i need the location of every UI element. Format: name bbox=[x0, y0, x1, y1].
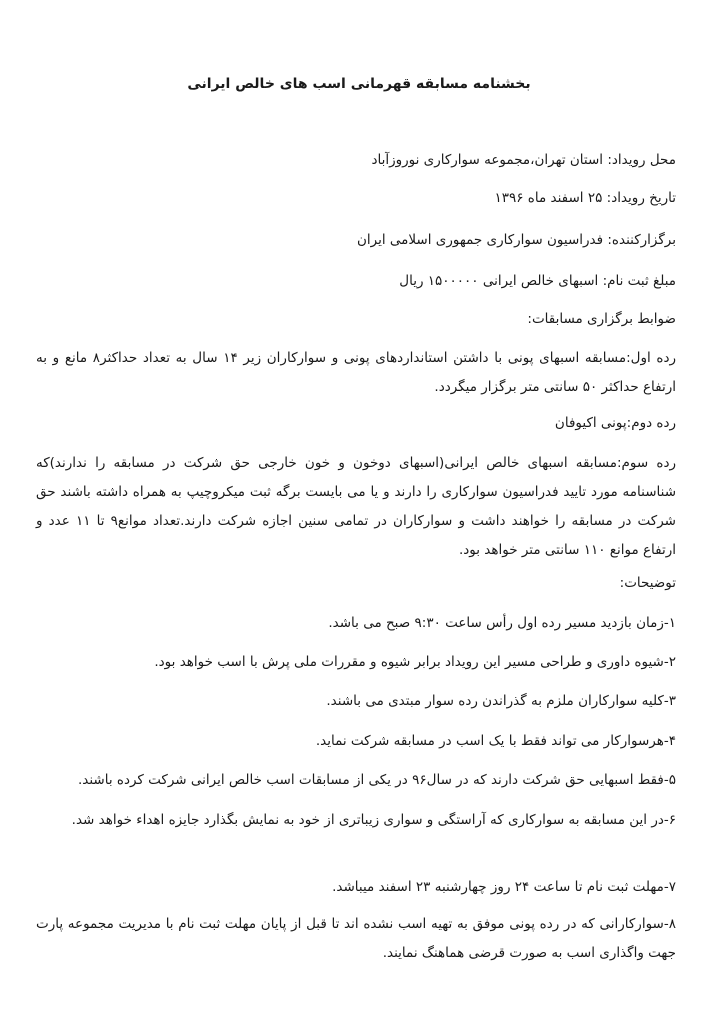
rule-class-1: رده اول:مسابقه اسبهای پونی با داشتن استانداردهای پونی و سوارکاران زیر ۱۴ سال به تعداد حداکثر۸ مانع و به ارتفاع حداکثر ۵۰ سانتی متر برگزار میگردد. bbox=[36, 350, 676, 395]
note-item-7: ۷-مهلت ثبت نام تا ساعت ۲۴ روز چهارشنبه ۲۳ اسفند میباشد. bbox=[332, 879, 676, 895]
rule-class-2: رده دوم:پونی اکیوفان bbox=[554, 415, 676, 431]
date-line: تاریخ رویداد: ۲۵ اسفند ماه ۱۳۹۶ bbox=[494, 190, 676, 206]
note-item-4: ۴-هرسوارکار می تواند فقط با یک اسب در مسابقه شرکت نماید. bbox=[315, 733, 676, 749]
fee-line: مبلغ ثبت نام: اسبهای خالص ایرانی ۱۵۰۰۰۰۰ ریال bbox=[399, 273, 676, 289]
note-item-6: ۶-در این مسابقه به سوارکاری که آراستگی و سواری زیباتری از خود به نمایش بگذارد جایزه اهداء خواهد شد. bbox=[71, 812, 676, 828]
notes-heading: توضیحات: bbox=[619, 575, 676, 591]
note-item-2: ۲-شیوه داوری و طراحی مسیر این رویداد برابر شیوه و مقررات ملی پرش با اسب خواهد بود. bbox=[154, 654, 676, 670]
document-title: بخشنامه مسابقه قهرمانی اسب های خالص ایرانی bbox=[187, 76, 531, 92]
note-item-1: ۱-زمان بازدید مسیر رده اول رأس ساعت ۹:۳۰ صبح می باشد. bbox=[328, 615, 676, 631]
organizer-line: برگزارکننده: فدراسیون سوارکاری جمهوری اسلامی ایران bbox=[356, 232, 676, 248]
venue-line: محل رویداد: استان تهران،مجموعه سوارکاری نوروزآباد bbox=[371, 152, 676, 168]
rule-class-3: رده سوم:مسابقه اسبهای خالص ایرانی(اسبهای دوخون و خون خارجی حق شرکت در مسابقه را ندارند)که شناسنامه مورد تایید فدراسیون سوارکاری را دارند و یا می بایست برگه ثبت میکروچیپ به همراه داشته باشند حق شرکت در مسابقه را خواهند داشت و سوارکاران در تمامی سنین اجازه شرکت دارند.تعداد موانع۹ تا ۱۱ عدد و ارتفاع موانع ۱۱۰ سانتی متر خواهد بود. bbox=[36, 455, 676, 558]
rules-heading: ضوابط برگزاری مسابقات: bbox=[527, 311, 676, 327]
note-item-3: ۳-کلیه سوارکاران ملزم به گذراندن رده سوار مبتدی می باشند. bbox=[326, 693, 676, 709]
note-item-5: ۵-فقط اسبهایی حق شرکت دارند که در سال۹۶ در یکی از مسابقات اسب خالص ایرانی شرکت کرده باشند. bbox=[77, 772, 676, 788]
note-item-8: ۸-سوارکارانی که در رده پونی موفق به تهیه اسب نشده اند تا قبل از پایان مهلت ثبت نام با مدیریت مجموعه پارت جهت واگذاری اسب به صورت قرضی هماهنگ نمایند. bbox=[36, 916, 676, 961]
